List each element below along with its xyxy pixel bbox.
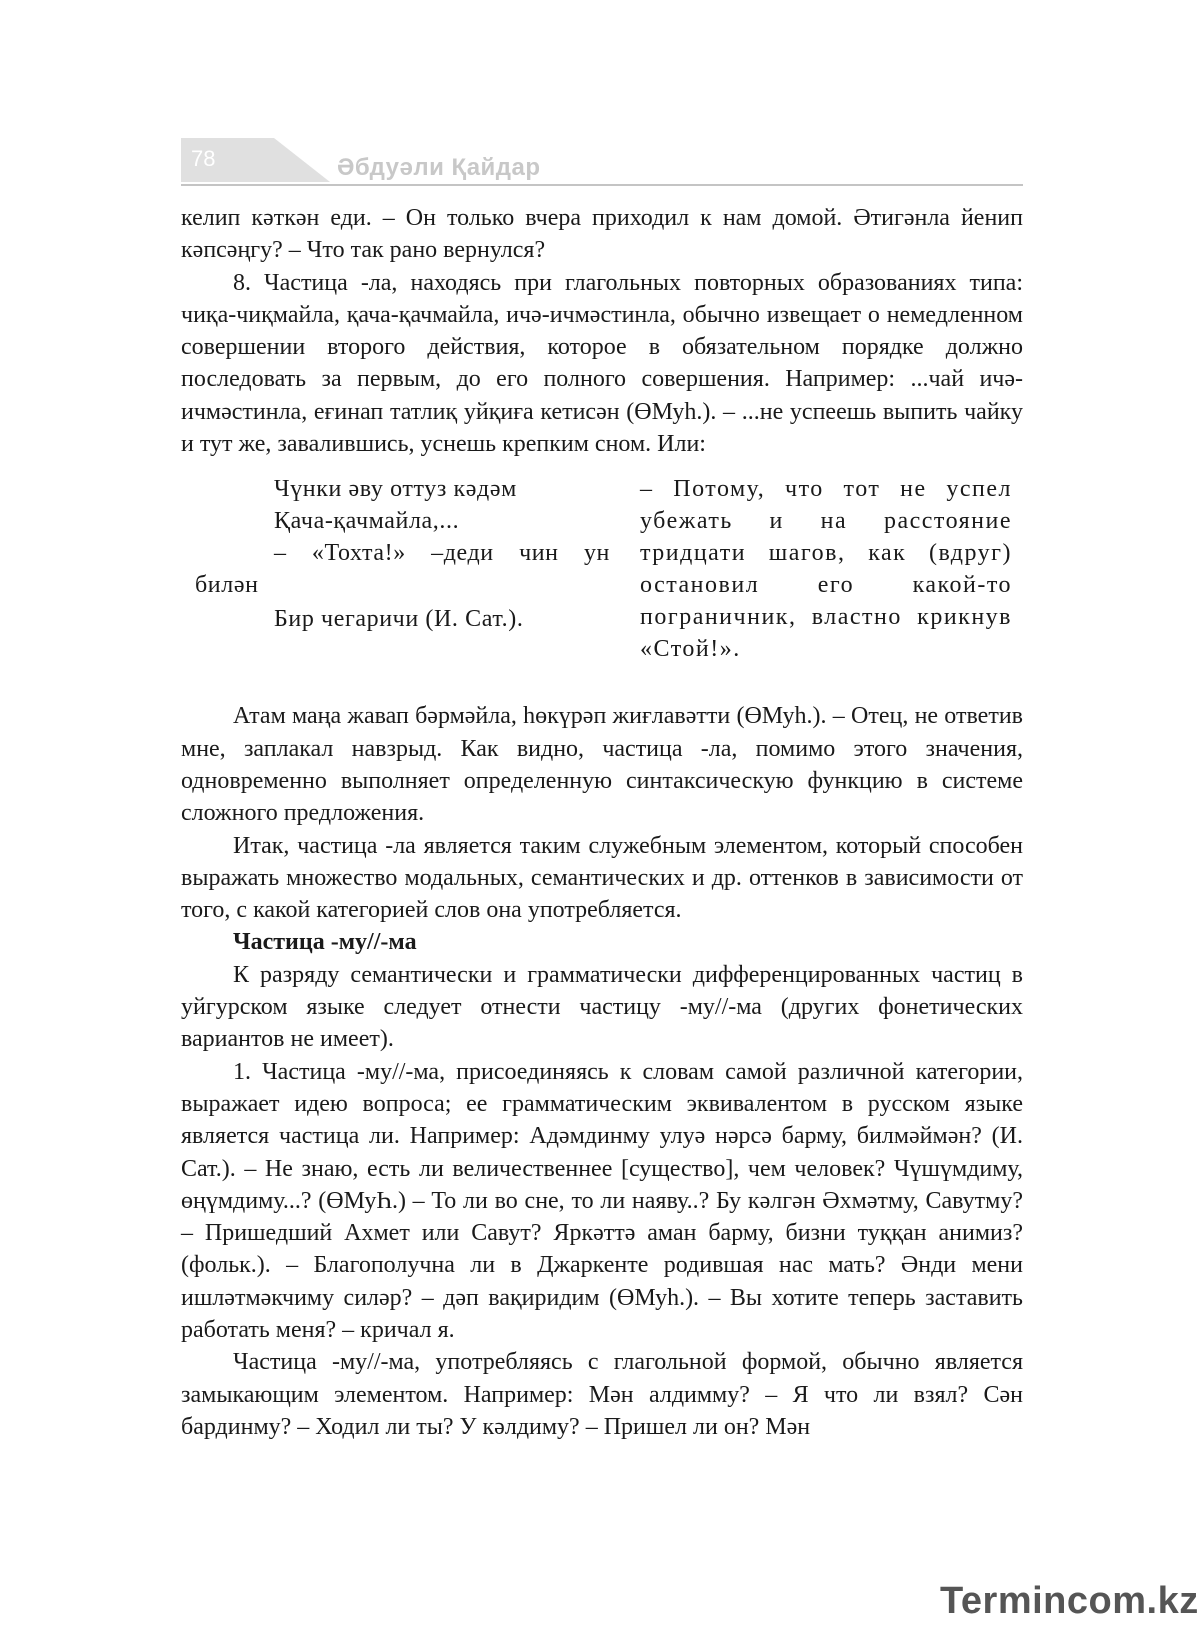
header-rule — [181, 184, 1023, 186]
poem-line: билән — [195, 572, 259, 599]
paragraph: Атам маңа жавап бәрмәйла, һөкүрәп жиғлавәтти (ӨМуһ.). – Отец, не ответив мне, заплакал навзрыд. Как видно, частица -ла, помимо этого значения, одновременно выполняет определенную синтаксическую функцию в системе сложного предложения. — [181, 703, 1023, 827]
page-header — [181, 138, 1023, 188]
running-head-author: Әбдуәли Қайдар — [337, 154, 541, 181]
paragraph: Частица -му//-ма, употребляясь с глагольной формой, обычно является замыкающим элементом. Например: Мән алдимму? – Я что ли взял? Сән бардинму? – Ходил ли ты? У кәлдиму? – Пришел ли он? Мән — [181, 1349, 1023, 1440]
page-body — [181, 202, 1023, 1443]
paragraph: 1. Частица -му//-ма, присоединяясь к словам самой различной категории, выражает идею вопроса; ее грамматическим эквивалентом в русском языке является частица ли. Например: Адәмдинму улуә нәрсә барму, билмәймән? (И. Сат.). – Не знаю, есть ли величественнее [существо], чем человек? Чүшүмдиму, өңүмдиму...? (ӨМуҺ.) – То ли во сне, то ли наяву..? Бу кәлгән Әхмәтму, Савутму? – Пришедший Ахмет или Савут? Яркәттә аман барму, бизни туққан анимиз? (фольк.). – Благополучна ли в Джаркенте родившая нас мать? Әнди мени ишләтмәкчиму силәр? – дәп вақиридим (ӨМуһ.). – Вы хотите теперь заставить работать меня? – кричал я. — [181, 1058, 1023, 1344]
poem-line: – «Тохта!» –деди чин ун — [274, 540, 610, 567]
paragraph: келип кәткән еди. – Он только вчера приходил к нам домой. Әтигәнла йенип кәпсәңгу? – Что так рано вернулся? — [181, 205, 1023, 264]
poem-line: Бир чегаричи (И. Сат.). — [274, 606, 524, 633]
paragraph: Итак, частица -ла является таким служебным элементом, который способен выражать множество модальных, семантических и др. оттенков в зависимости от того, с какой категорией слов она употребляется. — [181, 832, 1023, 924]
page-number: 78 — [191, 146, 216, 171]
poem-original — [195, 473, 610, 635]
watermark-logo: Termincom.kz — [940, 1580, 1199, 1622]
poem-example — [181, 473, 1023, 694]
paragraph: 8. Частица -ла, находясь при глагольных повторных образованиях типа: чиқа-чиқмайла, қача-қачмайла, ичә-ичмәстинла, обычно извещает о немедленном совершении второго действия, которое в обязательном порядке должно последовать за первым, до его полного совершения. Например: ...чай ичә-ичмәстинла, еғинап татлиқ уйқиға кетисән (ӨМуһ.). – ...не успеешь выпить чайку и тут же, завалившись, уснешь крепким сном. Или: — [181, 269, 1023, 458]
poem-line: Қача-қачмайла,... — [274, 508, 460, 535]
poem-translation: – Потому, что тот не успел убежать и на расстояние тридцати шагов, как (вдруг) остановил его какой-то пограничник, властно крикнув «Стой!». — [640, 476, 1012, 663]
poem-line: Чүнки әву оттуз кәдәм — [274, 476, 517, 503]
paragraph: К разряду семантически и грамматически дифференцированных частиц в уйгурском языке следует отнести частицу -му//-ма (других фонетических вариантов не имеет). — [181, 961, 1023, 1053]
section-heading: Частица -му//-ма — [233, 929, 417, 956]
page-number-tab-slope — [274, 138, 330, 182]
